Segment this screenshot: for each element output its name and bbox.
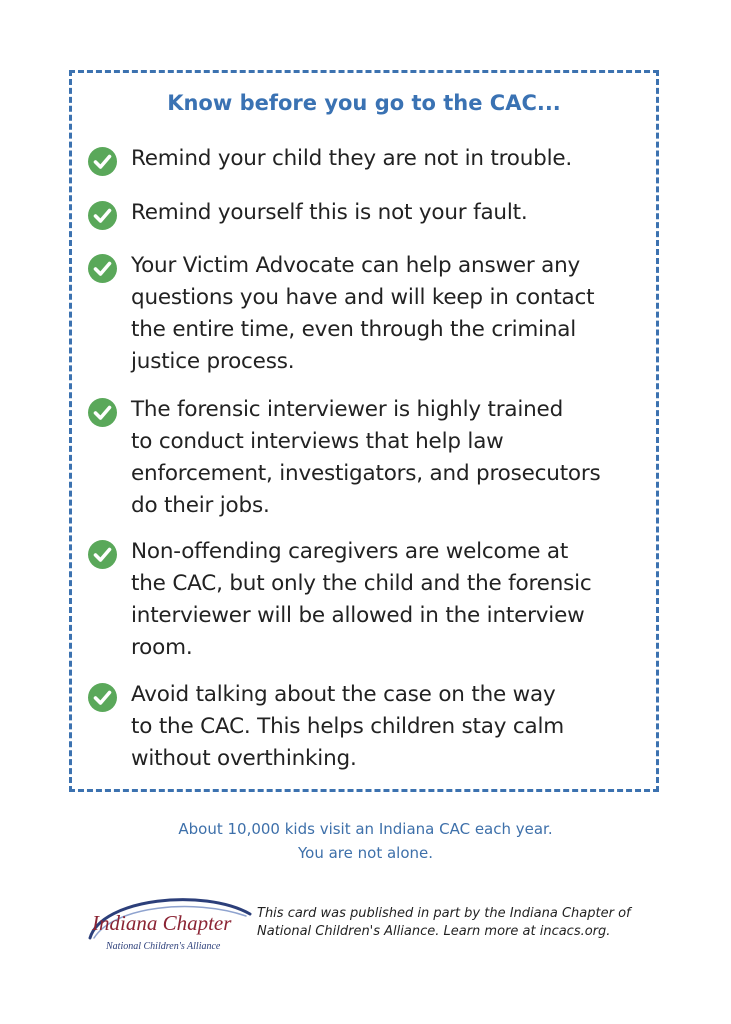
list-item — [88, 679, 658, 775]
list-item — [88, 536, 658, 664]
list-item — [88, 197, 658, 230]
list-item-text: Remind yourself this is not your fault. — [131, 200, 528, 225]
list-item-text: Non-offending caregivers are welcome at the CAC, but only the child and the forensic interviewer will be allowed in the interview room. — [131, 539, 592, 660]
logo-line-2: National Children's Alliance — [106, 941, 221, 952]
card-title: Know before you go to the CAC... — [167, 91, 561, 115]
logo-line-1: Indiana Chapter — [92, 911, 232, 935]
check-circle-icon — [88, 201, 117, 230]
credit-line-1: This card was published in part by the Indiana Chapter of — [257, 906, 631, 921]
check-circle-icon — [88, 254, 117, 283]
check-circle-icon — [88, 683, 117, 712]
credit-line-2: National Children's Alliance. Learn more at incacs.org. — [257, 924, 611, 939]
credit-text — [257, 905, 677, 941]
footer-note: About 10,000 kids visit an Indiana CAC each year. You are not alone. — [178, 820, 553, 862]
check-circle-icon — [88, 147, 117, 176]
check-circle-icon — [88, 398, 117, 427]
check-circle-icon — [88, 540, 117, 569]
list-item — [88, 250, 658, 378]
list-item — [88, 143, 658, 176]
info-card — [69, 70, 659, 792]
list-item-text: The forensic interviewer is highly trained to conduct interviews that help law enforcement, investigators, and prosecutors do their jobs. — [131, 397, 601, 518]
list-item-text: Your Victim Advocate can help answer any questions you have and will keep in contact the entire time, even through the criminal justice process. — [131, 253, 595, 374]
indiana-chapter-logo — [84, 892, 254, 962]
list-item-text: Remind your child they are not in trouble. — [131, 146, 573, 171]
list-item — [88, 394, 658, 522]
list-item-text: Avoid talking about the case on the way to the CAC. This helps children stay calm without overthinking. — [131, 682, 565, 771]
